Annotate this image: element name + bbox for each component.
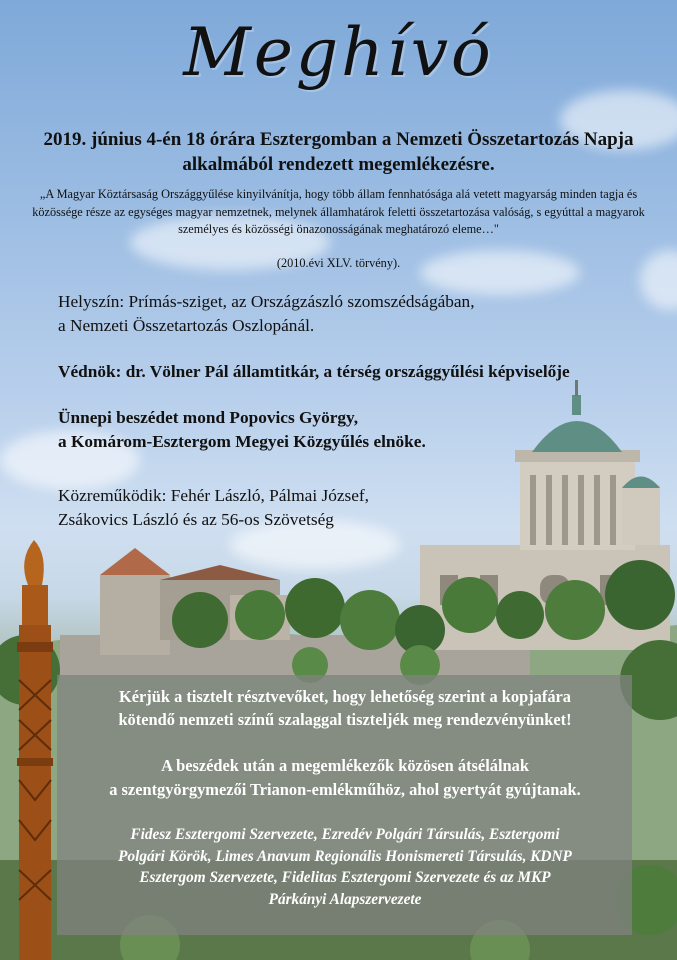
speaker-line: a Komárom-Esztergom Megyei Közgyűlés elnöke. xyxy=(58,431,426,451)
speaker-line: Ünnepi beszédet mond Popovics György, xyxy=(58,408,359,427)
location-line: a Nemzeti Összetartozás Oszlopánál. xyxy=(58,315,315,335)
contributors-info xyxy=(58,484,658,531)
organizers-list xyxy=(62,824,628,910)
procession-line: A beszédek után a megemlékezők közösen átsélálnak xyxy=(161,756,529,775)
poster-title: Meghívó xyxy=(183,14,494,91)
speaker-info xyxy=(58,406,658,453)
request-line: Kérjük a tisztelt résztvevőket, hogy lehetőség szerint a kopjafára xyxy=(119,687,571,706)
contributors-line: Zsákovics László és az 56-os Szövetség xyxy=(58,509,334,529)
procession-notice xyxy=(60,754,630,801)
ribbon-request xyxy=(60,686,630,731)
organizers-line: Esztergom Szervezete, Fidelitas Esztergomi Szervezete és az MKP xyxy=(139,869,551,886)
contributors-line: Közreműködik: Fehér László, Pálmai József, xyxy=(58,486,369,505)
location-line: Helyszín: Prímás-sziget, az Országzászló szomszédságában, xyxy=(58,292,475,311)
request-line: kötendő nemzeti színű szalaggal tiszteljék meg rendezvényünket! xyxy=(118,709,572,729)
procession-line: a szentgyörgymezői Trianon-emlékműhöz, ahol gyertyát gyújtanak. xyxy=(109,779,581,799)
organizers-line: Párkányi Alapszervezete xyxy=(268,890,422,908)
kopjafa-post xyxy=(17,540,53,960)
organizers-line: Polgári Körök, Limes Anavum Regionális Honismereti Társulás, KDNP xyxy=(118,847,572,865)
law-quote: „A Magyar Köztársaság Országgyűlése kinyilvánítja, hogy több állam fennhatósága alá vetett magyarság minden tagja és közössége része az egységes magyar nemzetnek, melynek államhatárok feletti összetartozása valóság, s egyúttal a magyarok személyes és közösségi önazonosságának meghatározó eleme…" xyxy=(32,187,645,236)
organizers-line: Fidesz Esztergomi Szervezete, Ezredév Polgári Társulás, Esztergomi xyxy=(130,826,560,843)
law-quote-source: (2010.évi XLV. törvény). xyxy=(276,256,401,270)
location-info xyxy=(58,290,658,337)
event-date-subtitle: 2019. június 4-én 18 órára Esztergomban a Nemzeti Összetartozás Napja alkalmából rendezett megemlékezésre. xyxy=(43,129,634,175)
patron-info: Védnök: dr. Völner Pál államtitkár, a térség országgyűlési képviselője xyxy=(58,362,570,381)
